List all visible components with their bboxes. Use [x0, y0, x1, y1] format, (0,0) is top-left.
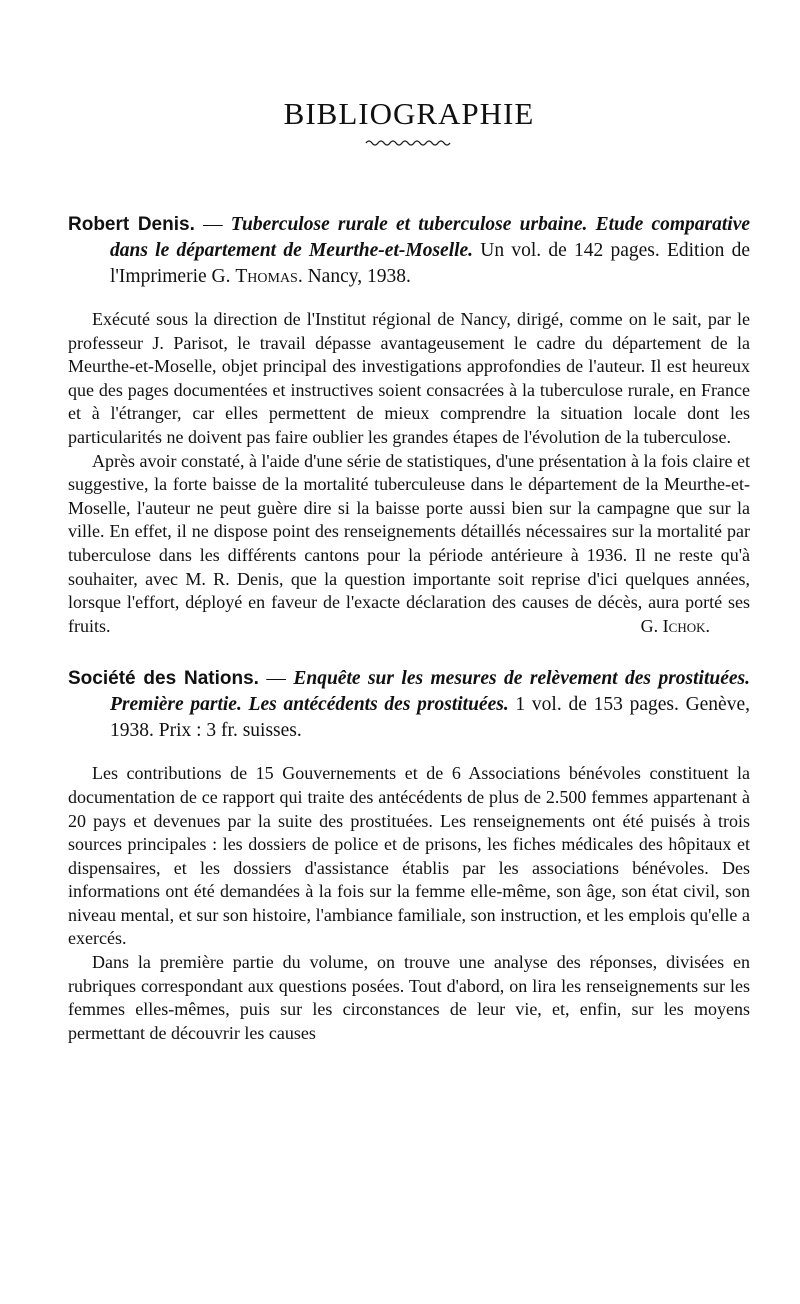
paragraph-text: Après avoir constaté, à l'aide d'une série de statistiques, d'une présentation à la fois claire et suggestive, la forte baisse de la mortalité tuberculeuse dans le département de la Meurthe-et-Moselle, l'auteur ne peut guère dire si la baisse porte aussi bien sur la campagne que sur la ville. En effet, il ne dispose point des renseignements détaillés nécessaires sur la mortalité par tuberculose dans les différents cantons pour la période antérieure à 1936. Il ne reste qu'à souhaiter, avec M. R. Denis, que la question importante soit reprise d'ici quelques années, lorsque l'effort, déployé en faveur de l'exacte déclaration des causes de décès, aura porté ses fruits.	[68, 450, 750, 636]
paragraph: Exécuté sous la direction de l'Institut régional de Nancy, dirigé, comme on le sait, par le professeur J. Parisot, le travail dépasse avantageusement le cadre du département de la Meurthe-et-Moselle, objet principal des investigations approfondies de l'auteur. Il est heureux que des pages documentées et instructives soient consacrées à la tuberculose rurale, en France et à l'étranger, car elles permettent de mieux comprendre la situation locale dont les particularités ne doivent pas faire oublier les grandes étapes de l'évolution de la tuberculose.	[68, 309, 750, 447]
paragraph: Les contributions de 15 Gouvernements et de 6 Associations bénévoles constituent la documentation de ce rapport qui traite des antécédents de plus de 2.500 femmes appartenant à 20 pays et devenues par la suite des prostituées. Les renseignements ont été puisés à trois sources principales : les dossiers de police et de prisons, les fiches médicales des hôpitaux et dispensaires, et les dossiers d'assistance établis par les associations bénévoles. Des informations ont été demandées à la fois sur la femme elle-même, son âge, son état civil, son niveau mental, et sur son histoire, l'ambiance familiale, son instruction, et les emplois qu'elle a exercés.	[68, 763, 750, 949]
entry-title: Tuberculose rurale et tuberculose urbaine. Etude comparative dans le département de Meurthe-et-Moselle.	[110, 214, 751, 261]
paragraph: Dans la première partie du volume, on trouve une analyse des réponses, divisées en rubriques correspondant aux questions posées. Tout d'abord, on lira les renseignements sur les femmes elles-mêmes, puis sur les circonstances de leur vie, et, enfin, sur les moyens permettant de découvrir les causes	[68, 952, 750, 1043]
entry-publication: 1 vol. de 153 pages. Genève, 1938. Prix : 3 fr. suisses.	[110, 694, 750, 742]
wavy-ornament-icon	[364, 138, 454, 148]
signature-initial: G.	[640, 615, 663, 636]
entry-dash: —	[258, 668, 294, 690]
paragraph	[68, 450, 750, 639]
entry-author: Robert Denis.	[68, 214, 195, 235]
entry-title: Enquête sur les mesures de relèvement des prostituées. Première partie. Les antécédents des prostituées.	[110, 668, 751, 716]
page-title: BIBLIOGRAPHIE	[283, 96, 535, 131]
entry-publisher-name: Thomas	[235, 266, 298, 287]
reviewer-signature	[617, 615, 750, 639]
signature-name: Ichok.	[662, 615, 710, 636]
entry-author: Société des Nations.	[68, 668, 259, 690]
entry-dash: —	[194, 214, 231, 235]
entry-publication-end: . Nancy, 1938.	[297, 266, 411, 287]
entry-body	[68, 308, 750, 638]
entry-publication: Un vol. de 142 pages. Edition de l'Imprimerie G.	[110, 240, 750, 287]
entry-body	[68, 762, 750, 1045]
entry-heading	[68, 212, 750, 290]
bibliography-entry-sdn	[68, 666, 750, 1045]
entry-heading	[68, 666, 750, 744]
bibliography-entry-denis	[68, 212, 750, 638]
